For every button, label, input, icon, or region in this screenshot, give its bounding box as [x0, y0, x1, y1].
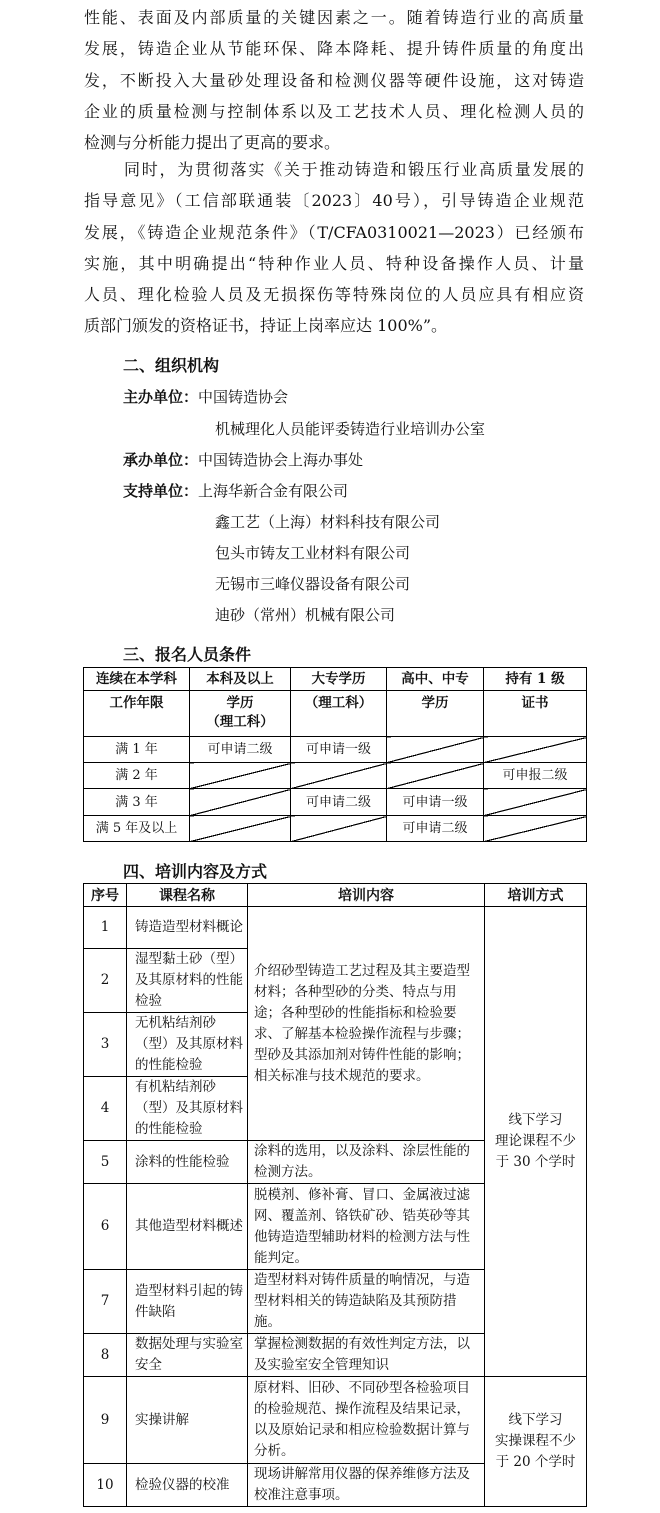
course-name: 有机粘结剂砂（型）及其原材料的性能检验 — [127, 1077, 248, 1141]
empty-cell — [190, 789, 291, 816]
course-number: 3 — [84, 1013, 127, 1077]
table-row — [84, 816, 587, 842]
value-cell: 可申请二级 — [190, 737, 291, 763]
supporter-name: 包头市铸友工业材料有限公司 — [215, 544, 411, 562]
supporter-name: 迪砂（常州）机械有限公司 — [215, 606, 396, 624]
intro-p2-line: 同时，为贯彻落实《关于推动铸造和锻压行业高质量发展的 — [124, 160, 584, 179]
value-cell: 可申请二级 — [291, 789, 387, 816]
course-name: 其他造型材料概述 — [127, 1184, 248, 1270]
course-content: 现场讲解常用仪器的保养维修方法及校准注意事项。 — [248, 1464, 485, 1507]
host-name: 中国铸造协会 — [198, 388, 289, 406]
host-name: 机械理化人员能评委铸造行业培训办公室 — [215, 420, 486, 438]
header-cell: 学历 — [387, 691, 484, 737]
intro-p1-line: 发，不断投入大量砂处理设备和检测仪器等硬件设施，这对铸造 — [84, 70, 584, 90]
empty-cell — [387, 737, 484, 763]
method-line: 线下学习 — [508, 1112, 563, 1128]
table-row — [84, 907, 587, 949]
course-name: 铸造造型材料概论 — [127, 907, 248, 949]
empty-cell — [484, 816, 587, 842]
course-name: 检验仪器的校准 — [127, 1464, 248, 1507]
empty-cell — [190, 816, 291, 842]
header-cell: 高中、中专 — [387, 668, 484, 691]
years-cell: 满 3 年 — [84, 789, 190, 816]
course-number: 10 — [84, 1464, 127, 1507]
course-name: 实操讲解 — [127, 1377, 248, 1464]
table-row — [84, 763, 587, 789]
organizer-name: 中国铸造协会上海办事处 — [198, 451, 364, 469]
years-cell: 满 2 年 — [84, 763, 190, 789]
supporter-name: 鑫工艺（上海）材料科技有限公司 — [215, 513, 441, 531]
eligibility-table — [83, 667, 587, 842]
course-number: 9 — [84, 1377, 127, 1464]
course-number: 1 — [84, 907, 127, 949]
years-cell: 满 1 年 — [84, 737, 190, 763]
supporter-name: 上海华新合金有限公司 — [198, 482, 349, 500]
header-cell: 课程名称 — [127, 884, 248, 907]
host-label: 主办单位： — [123, 388, 199, 406]
header-cell: 本科及以上 — [190, 668, 291, 691]
intro-paragraph-2 — [84, 154, 584, 342]
intro-p2-line: 人员、理化检验人员及无损探伤等特殊岗位的人员应具有相应资 — [84, 285, 584, 305]
empty-cell — [291, 763, 387, 789]
course-content: 介绍砂型铸造工艺过程及其主要造型材料；各种型砂的分类、特点与用途；各种型砂的性能指标和检验要求、了解基本检验操作流程与步骤；型砂及其添加剂对铸件性能的影响；相关标准与技术规范的要求。 — [248, 907, 485, 1141]
table-row — [84, 737, 587, 763]
header-cell — [190, 691, 291, 737]
org-heading: 二、组织机构 — [123, 356, 220, 375]
header-cell: 序号 — [84, 884, 127, 907]
header-cell: 连续在本学科 — [84, 668, 190, 691]
training-method-theory — [485, 907, 587, 1377]
method-line: 于 20 个学时 — [495, 1454, 576, 1470]
course-number: 6 — [84, 1184, 127, 1270]
table-row — [84, 668, 587, 691]
course-number: 5 — [84, 1141, 127, 1184]
intro-p1-line: 企业的质量检测与控制体系以及工艺技术人员、理化检测人员的 — [84, 101, 584, 121]
empty-cell — [190, 763, 291, 789]
organizer-label: 承办单位： — [123, 451, 199, 469]
course-number: 2 — [84, 949, 127, 1013]
method-line: 实操课程不少 — [495, 1433, 576, 1449]
method-line: 理论课程不少 — [495, 1133, 576, 1149]
eligibility-heading: 三、报名人员条件 — [123, 645, 252, 664]
table-row — [84, 691, 587, 737]
header-cell: （理工科） — [291, 691, 387, 737]
course-number: 7 — [84, 1270, 127, 1334]
course-content: 掌握检测数据的有效性判定方法，以及实验室安全管理知识 — [248, 1334, 485, 1377]
intro-p2-line: 发展，《铸造企业规范条件》（T/CFA0310021—2023）已经颁布 — [84, 222, 584, 242]
table-row — [84, 1377, 587, 1464]
value-cell: 可申请一级 — [291, 737, 387, 763]
course-content: 涂料的选用，以及涂料、涂层性能的检测方法。 — [248, 1141, 485, 1184]
header-cell: 培训内容 — [248, 884, 485, 907]
intro-p2-line: 质部门颁发的资格证书，持证上岗率应达 100%”。 — [84, 316, 448, 336]
empty-cell — [484, 737, 587, 763]
course-name: 涂料的性能检验 — [127, 1141, 248, 1184]
course-number: 8 — [84, 1334, 127, 1377]
course-name: 数据处理与实验室安全 — [127, 1334, 248, 1377]
header-cell: 大专学历 — [291, 668, 387, 691]
course-content: 造型材料对铸件质量的响情况，与造型材料相关的铸造缺陷及其预防措施。 — [248, 1270, 485, 1334]
header-cell: 培训方式 — [485, 884, 587, 907]
value-cell: 可申请二级 — [387, 816, 484, 842]
support-label: 支持单位： — [123, 482, 199, 500]
header-cell: 证书 — [484, 691, 587, 737]
supporter-name: 无锡市三峰仪器设备有限公司 — [215, 575, 411, 593]
training-table — [83, 883, 587, 1507]
empty-cell — [484, 789, 587, 816]
course-content: 原材料、旧砂、不同砂型各检验项目的检验规范、操作流程及结果记录，以及原始记录和相应检验数据计算与分析。 — [248, 1377, 485, 1464]
empty-cell — [387, 763, 484, 789]
method-line: 线下学习 — [508, 1412, 563, 1428]
empty-cell — [291, 816, 387, 842]
value-cell: 可申请一级 — [387, 789, 484, 816]
header-line: （理工科） — [206, 714, 274, 730]
years-cell: 满 5 年及以上 — [84, 816, 190, 842]
course-name: 造型材料引起的铸件缺陷 — [127, 1270, 248, 1334]
intro-p2-line: 指导意见》（工信部联通装〔2023〕40号），引导铸造企业规范 — [84, 191, 584, 211]
intro-p1-line: 性能、表面及内部质量的关键因素之一。随着铸造行业的高质量 — [84, 8, 584, 27]
training-heading: 四、培训内容及方式 — [123, 862, 268, 881]
course-content: 脱模剂、修补膏、冒口、金属液过滤网、覆盖剂、铬铁矿砂、锆英砂等其他铸造造型辅助材料的检测方法与性能判定。 — [248, 1184, 485, 1270]
intro-paragraph-1 — [84, 2, 584, 158]
header-cell: 工作年限 — [84, 691, 190, 737]
course-name: 无机粘结剂砂（型）及其原材料的性能检验 — [127, 1013, 248, 1077]
table-row — [84, 789, 587, 816]
intro-p2-line: 实施，其中明确提出“特种作业人员、特种设备操作人员、计量 — [84, 253, 584, 273]
intro-p1-line: 发展，铸造企业从节能环保、降本降耗、提升铸件质量的角度出 — [84, 39, 584, 59]
intro-p1-line: 检测与分析能力提出了更高的要求。 — [84, 133, 341, 153]
header-cell: 持有 1 级 — [484, 668, 587, 691]
value-cell: 可申报二级 — [484, 763, 587, 789]
course-name: 湿型黏土砂（型）及其原材料的性能检验 — [127, 949, 248, 1013]
training-method-practice — [485, 1377, 587, 1507]
header-line: 学历 — [226, 695, 254, 711]
course-number: 4 — [84, 1077, 127, 1141]
method-line: 于 30 个学时 — [495, 1154, 576, 1170]
table-row — [84, 884, 587, 907]
